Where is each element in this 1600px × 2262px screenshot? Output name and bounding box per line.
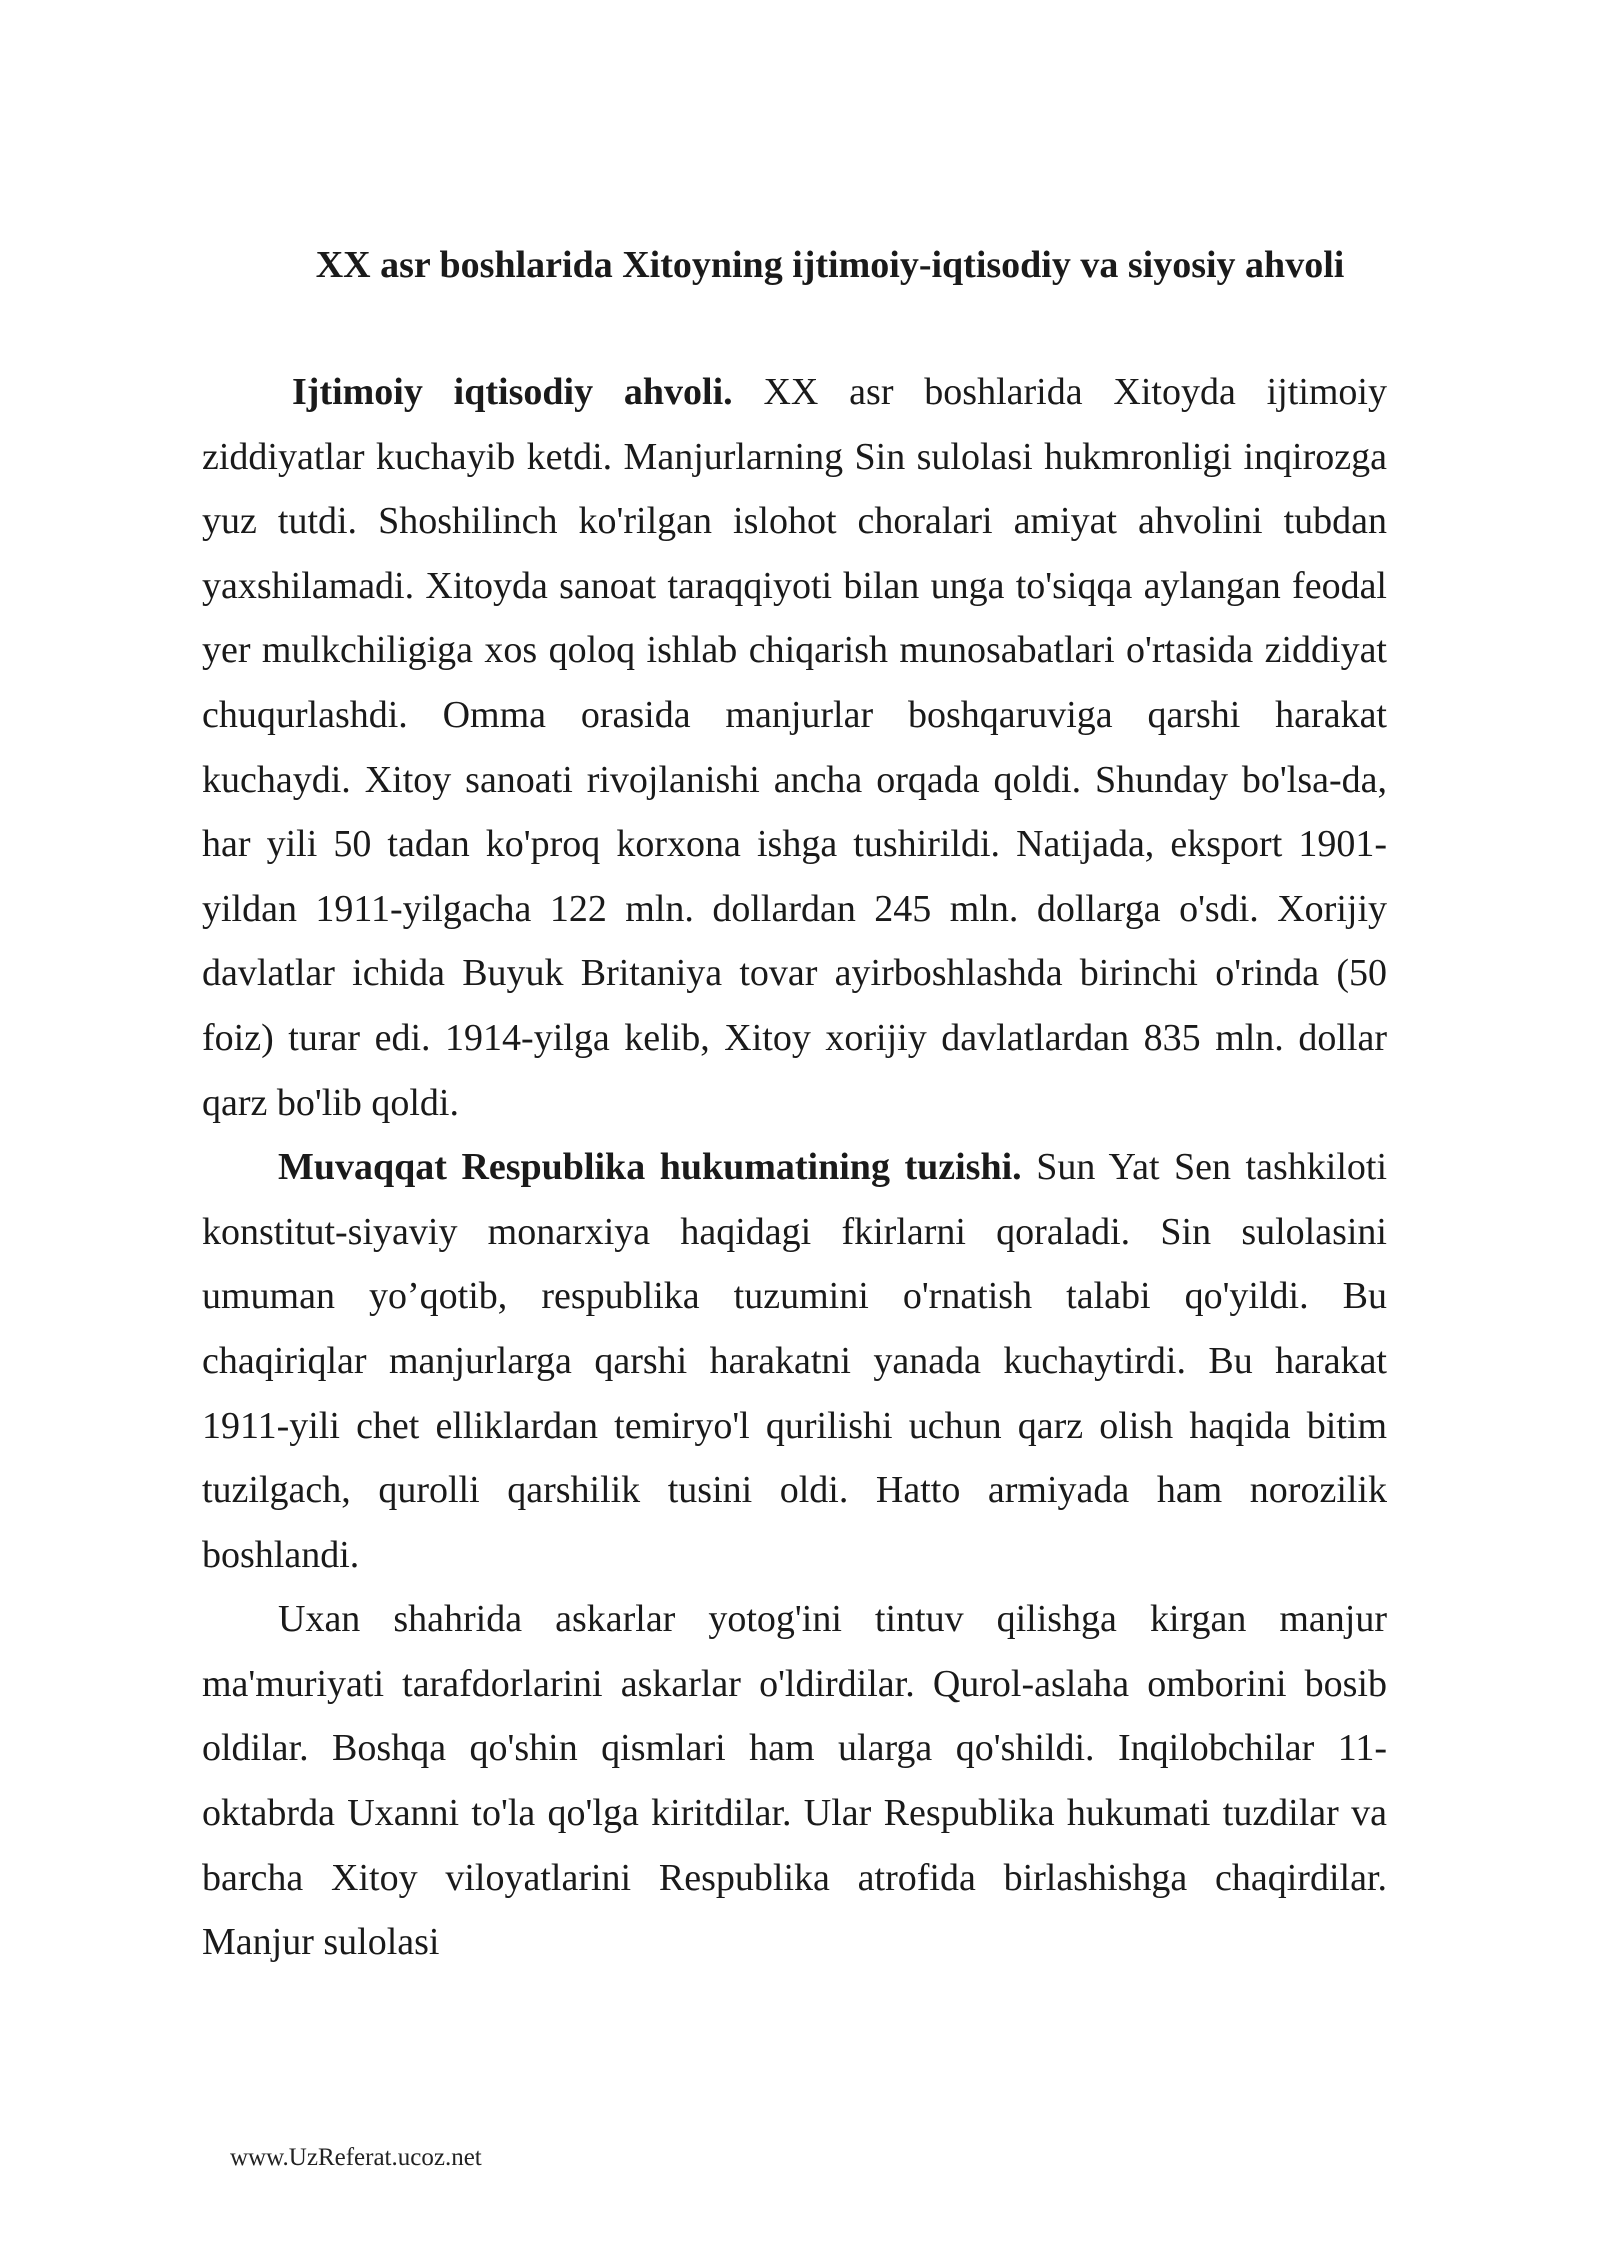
document-body [202, 360, 1387, 1975]
paragraph-text: Uxan shahrida askarlar yotog'ini tintuv qilishga kirgan manjur ma'muriyati tarafdorlarini askarlar o'ldirdilar. Qurol-aslaha omborini bosib oldilar. Boshqa qo'shin qismlari ham ularga qo'shildi. Inqilobchilar 11-oktabrda Uxanni to'la qo'lga kiritdilar. Ular Respublika hukumati tuzdilar va barcha Xitoy viloyatlarini Respublika atrofida birlashishga chaqirdilar. Manjur sulolasi [202, 1598, 1387, 1964]
paragraph-economic-situation [202, 360, 1387, 1135]
paragraph-provisional-government [202, 1135, 1387, 1587]
paragraph-lead-heading: Muvaqqat Respublika hukumatining tuzishi. [278, 1146, 1022, 1189]
paragraph-wuhan-uprising [202, 1587, 1387, 1975]
document-title: XX asr boshlarida Xitoyning ijtimoiy-iqtisodiy va siyosiy ahvoli [315, 244, 1345, 286]
paragraph-text: XX asr boshlarida Xitoyda ijtimoiy ziddiyatlar kuchayib ketdi. Manjurlarning Sin sulolasi hukmronligi inqirozga yuz tutdi. Shoshilinch ko'rilgan islohot choralari amiyat ahvolini tubdan yaxshilamadi. Xitoyda sanoat taraqqiyoti bilan unga to'siqqa aylangan feodal yer mulkchiligiga xos qoloq ishlab chiqarish munosabatlari o'rtasida ziddiyat chuqurlashdi. Omma orasida manjurlar boshqaruviga qarshi harakat kuchaydi. Xitoy sanoati rivojlanishi ancha orqada qoldi. Shunday bo'lsa-da, har yili 50 tadan ko'proq korxona ishga tushirildi. Natijada, eksport 1901-yildan 1911-yilgacha 122 mln. dollardan 245 mln. dollarga o'sdi. Xorijiy davlatlar ichida Buyuk Britaniya tovar ayirboshlashda birinchi o'rinda (50 foiz) turar edi. 1914-yilga kelib, Xitoy xorijiy davlatlardan 835 mln. dollar qarz bo'lib qoldi. [202, 371, 1387, 1124]
footer-website-url: www.UzReferat.ucoz.net [230, 2144, 482, 2171]
paragraph-lead-heading: Ijtimoiy iqtisodiy ahvoli. [292, 371, 733, 413]
paragraph-text: Sun Yat Sen tashkiloti konstitut-siyaviy monarxiya haqidagi fkirlarni qoraladi. Sin sulolasini umuman yo’qotib, respublika tuzumini o'rnatish talabi qo'yildi. Bu chaqiriqlar manjurlarga qarshi harakatni yanada kuchaytirdi. Bu harakat 1911-yili chet elliklardan temiryo'l qurilishi uchun qarz olish haqida bitim tuzilgach, qurolli qarshilik tusini oldi. Hatto armiyada ham norozilik boshlandi. [202, 1146, 1387, 1576]
